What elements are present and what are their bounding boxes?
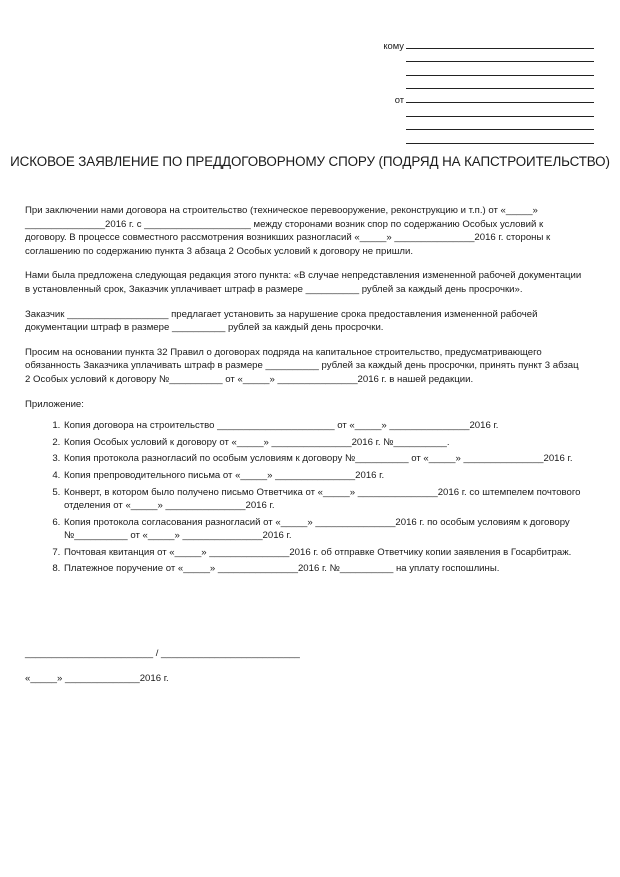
- blank-line: [406, 134, 594, 144]
- list-item: 6. Копия протокола согласования разногласий от «_____» _______________2016 г. по особым условиям к договору №__________ от «_____» _______________2016 г.: [63, 516, 585, 543]
- from-row: [350, 91, 600, 105]
- from-row-3: [350, 119, 600, 133]
- blank-line: [406, 39, 594, 49]
- appendix-label: Приложение:: [25, 398, 84, 410]
- blank-line: [406, 93, 594, 103]
- paragraph: Нами была предложена следующая редакция этого пункта: «В случае непредставления измененной рабочей документации в установленный срок, Заказчик уплачивает штраф в размере __________ рублей за каждый день просрочки».: [25, 270, 584, 295]
- from-row-2: [350, 105, 600, 119]
- blank-line: [406, 120, 594, 130]
- list-item: 5. Конверт, в котором было получено письмо Ответчика от «_____» _______________2016 г. со штемпелем почтового отделения от «_____» _______________2016 г.: [63, 486, 585, 513]
- date-line: «_____» ______________2016 г.: [25, 673, 169, 684]
- blank-line: [406, 66, 594, 76]
- list-item: 7. Почтовая квитанция от «_____» _______________2016 г. об отправке Ответчику копии заявления в Госарбитраж.: [63, 546, 585, 560]
- list-item: 4. Копия препроводительного письма от «_____» _______________2016 г.: [63, 469, 585, 483]
- to-row: [350, 37, 600, 51]
- to-row-3: [350, 64, 600, 78]
- from-row-4: [350, 132, 600, 146]
- blank-line: [406, 52, 594, 62]
- paragraph: Заказчик ___________________ предлагает установить за нарушение срока предоставления измененной рабочей документации штраф в размере __________ рублей за каждый день просрочки.: [25, 308, 541, 334]
- to-row-2: [350, 51, 600, 65]
- paragraph: При заключении нами договора на строительство (техническое перевооружение, реконструкцию и т.п.) от «_____» _______________2016 г. с ____________________ между сторонами возник спор по содержанию Особых условий к договору. В процессе совместного рассмотрения возникших разногласий «_____» _______________2016 г. стороны к соглашению по содержанию пункта 3 абзаца 2 Особых условий к договору не пришли.: [25, 205, 553, 257]
- to-label: кому: [383, 39, 404, 51]
- document-title: ИСКОВОЕ ЗАЯВЛЕНИЕ ПО ПРЕДДОГОВОРНОМУ СПОРУ (ПОДРЯД НА КАПСТРОИТЕЛЬСТВО): [10, 154, 610, 169]
- document-body: [25, 204, 585, 579]
- to-row-4: [350, 78, 600, 92]
- blank-line: [406, 107, 594, 117]
- list-item: 2. Копия Особых условий к договору от «_____» _______________2016 г. №__________.: [63, 436, 585, 450]
- list-item: 3. Копия протокола разногласий по особым условиям к договору №__________ от «_____» _______________2016 г.: [63, 452, 585, 466]
- signature-line: ________________________ / __________________________: [25, 648, 300, 659]
- paragraph: Просим на основании пункта 32 Правил о договорах подряда на капитальное строительство, предусматривающего обязанность Заказчика уплачивать штраф в размере __________ рублей за каждый день просрочки, принять пункт 3 абзац 2 Особых условий к договору №__________ от «_____» _______________2016 г. в нашей редакции.: [25, 346, 582, 385]
- list-item: 8. Платежное поручение от «_____» _______________2016 г. №__________ на уплату госпошлины.: [63, 562, 585, 576]
- from-label: от: [394, 93, 404, 105]
- blank-line: [406, 79, 594, 89]
- list-item: 1. Копия договора на строительство ______________________ от «_____» _______________2016 г.: [63, 419, 585, 433]
- addressee-block: [350, 37, 600, 146]
- appendix-list: [25, 419, 585, 576]
